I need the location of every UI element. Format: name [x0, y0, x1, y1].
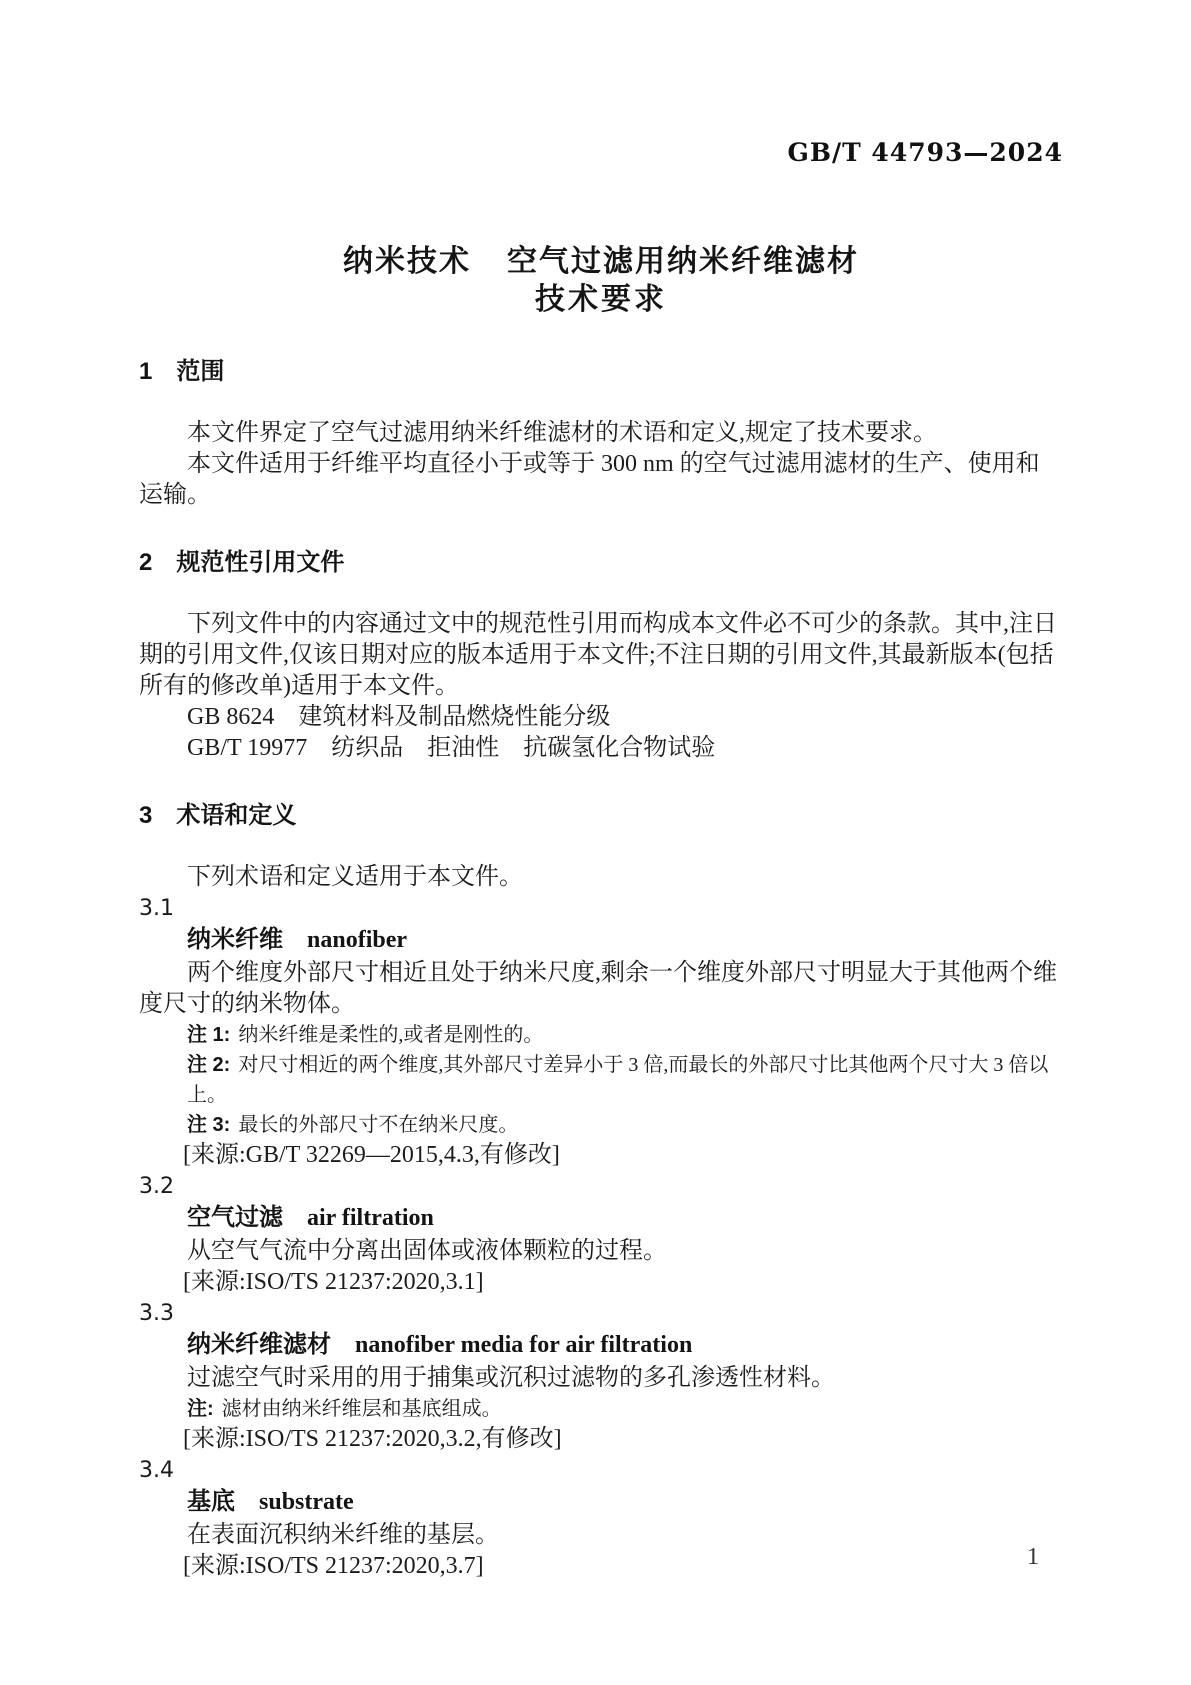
term-number: 3.2	[139, 1174, 174, 1199]
term-zh: 基底	[187, 1488, 235, 1515]
scope-paragraph-2: 本文件适用于纤维平均直径小于或等于 300 nm 的空气过滤用滤材的生产、使用和运输。	[139, 451, 1040, 508]
note-text: 最长的外部尺寸不在纳米尺度。	[238, 1114, 519, 1136]
term-note	[139, 1050, 1063, 1110]
term-number: 3.4	[139, 1458, 174, 1483]
note-label: 注 3:	[187, 1114, 231, 1136]
reference-title-part: 拒油性	[427, 735, 500, 761]
term-note	[139, 1394, 1063, 1424]
term-source: [来源:GB/T 32269—2015,4.3,有修改]	[183, 1142, 560, 1168]
term-definition: 从空气气流中分离出固体或液体颗粒的过程。	[187, 1238, 667, 1264]
term-definition: 过滤空气时采用的用于捕集或沉积过滤物的多孔渗透性材料。	[187, 1365, 835, 1391]
term-number: 3.1	[139, 896, 174, 921]
reference-code: GB 8624	[187, 704, 275, 730]
term-en: air filtration	[307, 1205, 434, 1231]
note-label: 注 2:	[187, 1054, 231, 1076]
note-text: 纳米纤维是柔性的,或者是刚性的。	[238, 1024, 544, 1046]
term-zh: 纳米纤维	[187, 926, 283, 953]
section-1-title: 范围	[176, 358, 225, 385]
term-note	[139, 1020, 1063, 1050]
term-zh: 纳米纤维滤材	[187, 1331, 331, 1358]
page-content	[139, 0, 1063, 1582]
normative-references-intro: 下列文件中的内容通过文中的规范性引用而构成本文件必不可少的条款。其中,注日期的引用文件,仅该日期对应的版本适用于本文件;不注日期的引用文件,其最新版本(包括所有的修改单)适用于本文件。	[139, 611, 1057, 699]
reference-item	[139, 702, 1063, 733]
title-line-2: 技术要求	[535, 283, 667, 316]
reference-code: GB/T 19977	[187, 735, 308, 761]
term-number: 3.3	[139, 1301, 174, 1326]
reference-item	[139, 733, 1063, 764]
section-3-number: 3	[139, 802, 153, 829]
reference-title-part: 纺织品	[331, 735, 404, 761]
note-label: 注:	[187, 1398, 214, 1420]
reference-title: 建筑材料及制品燃烧性能分级	[298, 704, 611, 730]
section-2-heading	[139, 547, 1063, 578]
standard-number: GB/T 44793—2024	[787, 138, 1063, 167]
term-entry	[139, 1329, 1063, 1363]
term-definition: 在表面沉积纳米纤维的基层。	[187, 1522, 499, 1548]
term-entry	[139, 924, 1063, 958]
reference-title-part: 抗碳氢化合物试验	[523, 735, 716, 761]
term-source: [来源:ISO/TS 21237:2020,3.7]	[183, 1553, 484, 1579]
note-text: 滤材由纳米纤维层和基底组成。	[221, 1398, 502, 1420]
title-part-2: 空气过滤用纳米纤维滤材	[507, 245, 859, 278]
term-source: [来源:ISO/TS 21237:2020,3.1]	[183, 1269, 484, 1295]
page-number: 1	[1027, 1544, 1039, 1570]
scope-paragraph-1: 本文件界定了空气过滤用纳米纤维滤材的术语和定义,规定了技术要求。	[187, 420, 937, 446]
title-line-1	[139, 244, 1063, 280]
section-3-title: 术语和定义	[176, 802, 297, 829]
term-zh: 空气过滤	[187, 1204, 283, 1231]
term-en: nanofiber	[307, 927, 408, 953]
term-definition: 两个维度外部尺寸相近且处于纳米尺度,剩余一个维度外部尺寸明显大于其他两个维度尺寸的纳米物体。	[139, 960, 1057, 1017]
section-2-number: 2	[139, 549, 153, 576]
term-note	[139, 1110, 1063, 1140]
term-entry	[139, 1202, 1063, 1236]
term-en: nanofiber media for air filtration	[355, 1332, 693, 1358]
section-2-title: 规范性引用文件	[176, 549, 345, 576]
section-1-number: 1	[139, 358, 153, 385]
note-text: 对尺寸相近的两个维度,其外部尺寸差异小于 3 倍,而最长的外部尺寸比其他两个尺寸大 3 倍以上。	[187, 1054, 1049, 1106]
title-part-1: 纳米技术	[343, 245, 471, 278]
section-3-heading	[139, 800, 1063, 831]
term-entry	[139, 1486, 1063, 1520]
term-en: substrate	[259, 1489, 354, 1515]
note-label: 注 1:	[187, 1024, 231, 1046]
document-title	[139, 244, 1063, 320]
terms-intro: 下列术语和定义适用于本文件。	[187, 864, 523, 890]
term-source: [来源:ISO/TS 21237:2020,3.2,有修改]	[183, 1426, 562, 1452]
section-1-heading	[139, 356, 1063, 387]
